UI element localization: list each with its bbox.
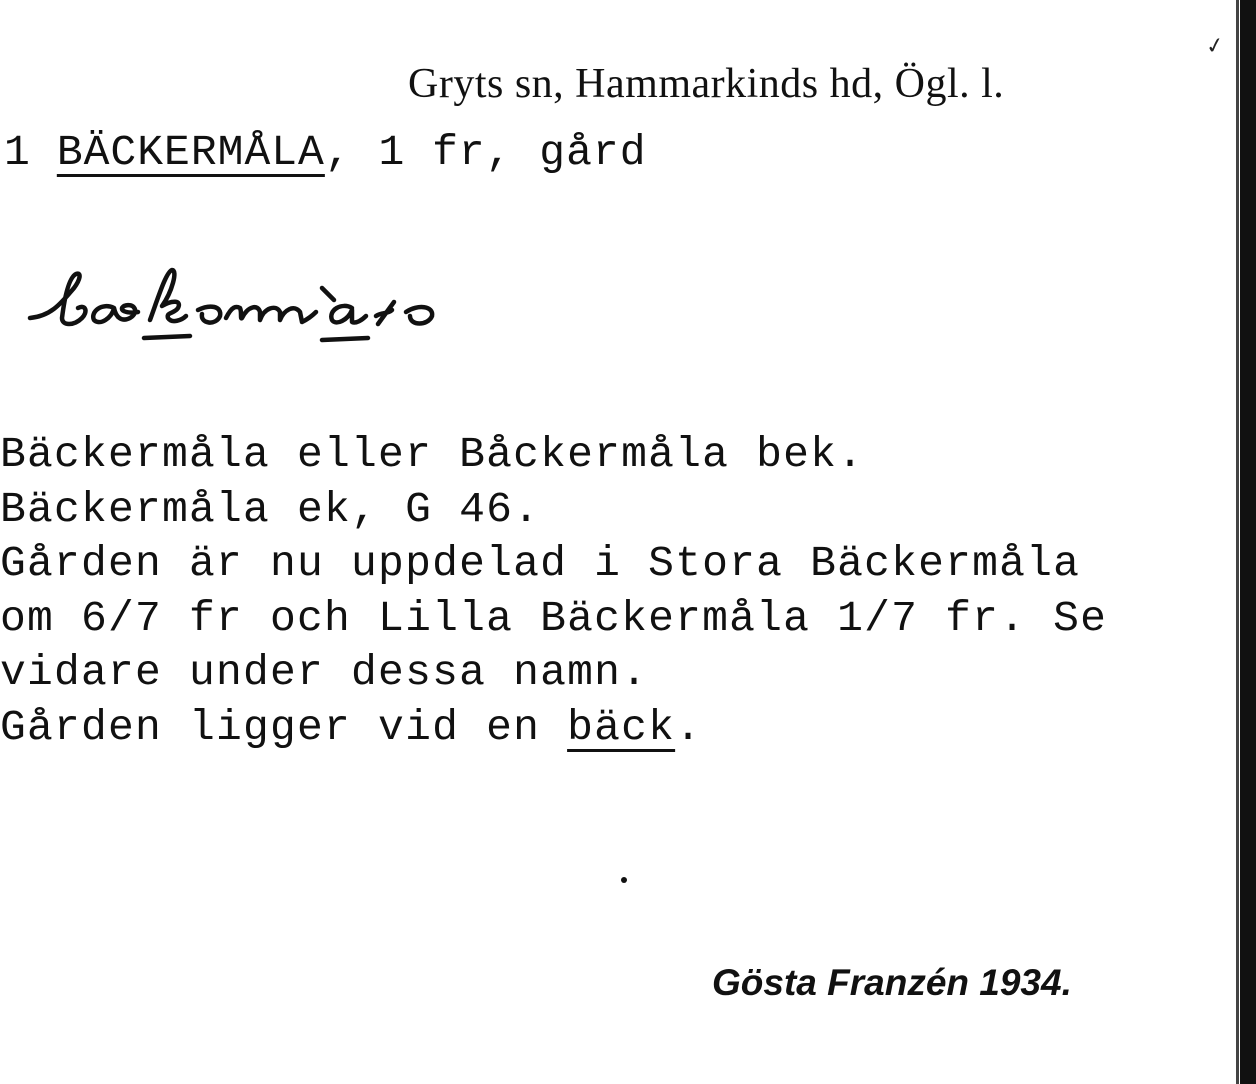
body-line-start: Gården ligger vid en: [0, 702, 568, 752]
pronunciation-handwriting-icon: [22, 262, 462, 352]
body-line: om 6/7 fr och Lilla Bäckermåla 1/7 fr. Se: [0, 593, 1108, 643]
check-mark-icon: ✓: [1203, 32, 1227, 61]
body-line: [0, 701, 1107, 756]
body-line: vidare under dessa namn.: [0, 648, 649, 697]
ink-dot: [621, 877, 627, 883]
body-line-end: .: [675, 702, 703, 752]
body-line: Gården är nu uppdelad i Stora Bäckermåla: [0, 539, 1081, 588]
signature: Gösta Franzén 1934.: [712, 962, 1072, 1003]
body-line: Bäckermåla ek, G 46.: [0, 484, 541, 534]
entry-details: , 1 fr, gård: [324, 128, 647, 177]
entry-heading: [4, 128, 647, 177]
underlined-word: bäck: [567, 702, 676, 752]
body-line: Bäckermåla eller Båckermåla bek.: [0, 430, 865, 479]
entry-name: BÄCKERMÅLA: [56, 128, 325, 177]
card-edge: [1240, 0, 1256, 1084]
handwritten-pronunciation: [22, 262, 462, 357]
entry-number: 1: [4, 128, 31, 177]
parish-header: Gryts sn, Hammarkinds hd, Ögl. l.: [408, 61, 1005, 107]
card-body: [0, 428, 1107, 755]
card-edge-shadow: [1236, 0, 1239, 1084]
